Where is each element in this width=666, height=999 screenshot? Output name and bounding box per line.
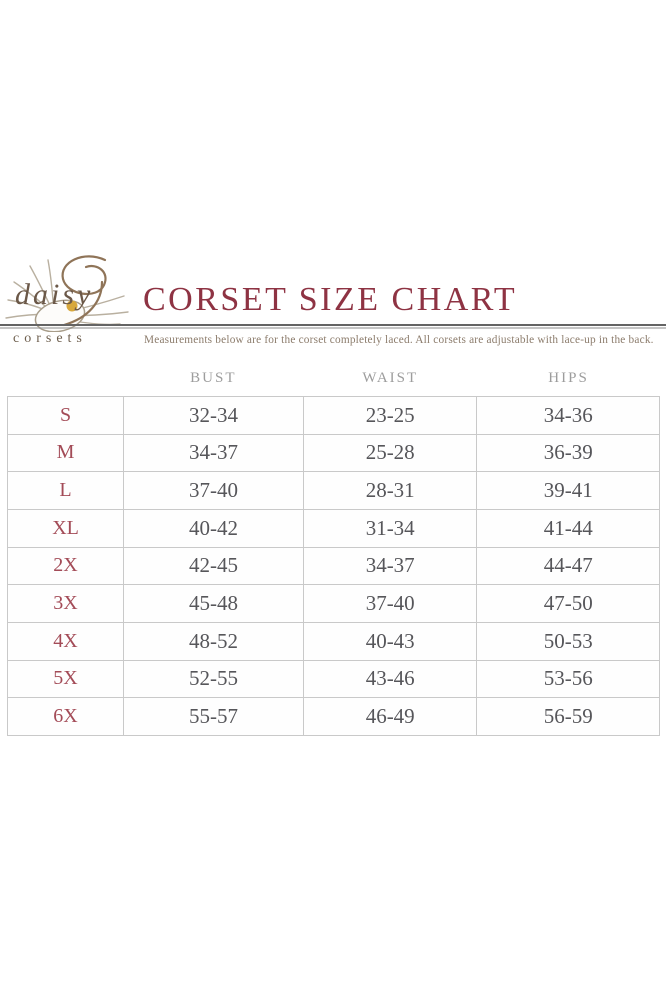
column-headers: [7, 370, 660, 392]
table-row: [8, 547, 660, 585]
size-cell: S: [8, 397, 124, 435]
bust-cell: 34-37: [124, 434, 304, 472]
hips-cell: 36-39: [477, 434, 660, 472]
bust-cell: 37-40: [124, 472, 304, 510]
size-cell: 2X: [8, 547, 124, 585]
column-header-size-spacer: [7, 370, 123, 392]
bust-cell: 40-42: [124, 509, 304, 547]
page-title: CORSET SIZE CHART: [143, 281, 518, 318]
table-row: [8, 585, 660, 623]
table-row: [8, 509, 660, 547]
column-header-bust: BUST: [190, 370, 237, 386]
size-cell: 4X: [8, 622, 124, 660]
bust-cell: 32-34: [124, 397, 304, 435]
bust-cell: 48-52: [124, 622, 304, 660]
daisy-flower-icon: [2, 254, 140, 332]
table-row: [8, 660, 660, 698]
column-header-waist: WAIST: [362, 370, 419, 386]
size-table: [7, 396, 660, 736]
logo-corsets-text: corsets: [13, 331, 87, 346]
table-row: [8, 622, 660, 660]
bust-cell: 42-45: [124, 547, 304, 585]
waist-cell: 34-37: [303, 547, 476, 585]
size-cell: M: [8, 434, 124, 472]
hips-cell: 56-59: [477, 698, 660, 736]
hips-cell: 53-56: [477, 660, 660, 698]
size-cell: 5X: [8, 660, 124, 698]
size-cell: XL: [8, 509, 124, 547]
waist-cell: 43-46: [303, 660, 476, 698]
hips-cell: 50-53: [477, 622, 660, 660]
waist-cell: 23-25: [303, 397, 476, 435]
bust-cell: 45-48: [124, 585, 304, 623]
waist-cell: 31-34: [303, 509, 476, 547]
hips-cell: 34-36: [477, 397, 660, 435]
bust-cell: 52-55: [124, 660, 304, 698]
size-cell: 3X: [8, 585, 124, 623]
size-cell: L: [8, 472, 124, 510]
waist-cell: 28-31: [303, 472, 476, 510]
waist-cell: 25-28: [303, 434, 476, 472]
waist-cell: 40-43: [303, 622, 476, 660]
table-row: [8, 434, 660, 472]
waist-cell: 46-49: [303, 698, 476, 736]
waist-cell: 37-40: [303, 585, 476, 623]
table-row: [8, 472, 660, 510]
hips-cell: 39-41: [477, 472, 660, 510]
column-header-hips: HIPS: [548, 370, 589, 386]
size-cell: 6X: [8, 698, 124, 736]
hips-cell: 47-50: [477, 585, 660, 623]
hips-cell: 41-44: [477, 509, 660, 547]
table-row: [8, 397, 660, 435]
measurement-note: Measurements below are for the corset completely laced. All corsets are adjustable with lace-up in the back.: [144, 334, 654, 346]
logo-script-text: daisy: [15, 278, 94, 311]
bust-cell: 55-57: [124, 698, 304, 736]
header-divider-line: [0, 324, 666, 326]
table-row: [8, 698, 660, 736]
daisy-corsets-logo: [2, 254, 140, 332]
hips-cell: 44-47: [477, 547, 660, 585]
